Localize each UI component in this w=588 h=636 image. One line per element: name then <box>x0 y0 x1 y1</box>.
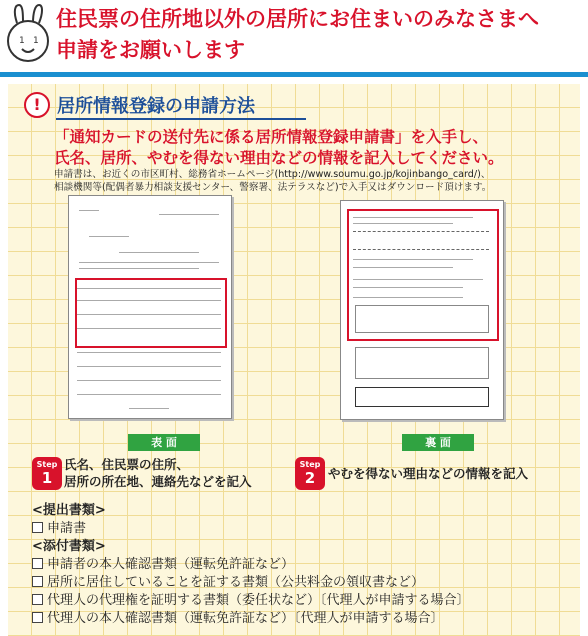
list-item <box>32 574 470 592</box>
step1-text-line2: 居所の所在地、連絡先などを記入 <box>64 474 252 489</box>
checkbox-icon <box>32 522 43 533</box>
submit-heading: <提出書類> <box>32 503 106 518</box>
svg-text:1: 1 <box>33 36 39 46</box>
checkbox-icon <box>32 558 43 569</box>
checkbox-icon <box>32 594 43 605</box>
step2-word: Step <box>299 460 321 469</box>
list-item-label: 申請者の本人確認書類（運転免許証など） <box>47 557 295 572</box>
step1-word: Step <box>36 460 58 469</box>
section-title: 居所情報登録の申請方法 <box>57 96 255 117</box>
attach-heading: <添付書類> <box>32 539 106 554</box>
documents-list <box>32 502 470 628</box>
checkbox-icon <box>32 612 43 623</box>
exclamation-icon: ! <box>24 92 50 118</box>
list-item <box>32 610 470 628</box>
lead-text-line1: 「通知カードの送付先に係る居所情報登録申請書」を入手し、 <box>54 128 489 146</box>
step1-badge <box>32 457 62 490</box>
front-side-label: 表 面 <box>128 434 200 451</box>
list-item <box>32 592 470 610</box>
step2-text: やむを得ない理由などの情報を記入 <box>328 466 529 481</box>
smiling-face-mascot-icon <box>3 3 53 63</box>
section-underline <box>56 118 306 120</box>
note-line1: 申請書は、お近くの市区町村、総務省ホームページ(http://www.soumu.go.jp/kojinbango_card/)、 <box>54 169 491 180</box>
lead-text-line2: 氏名、居所、やむを得ない理由などの情報を記入してください。 <box>54 149 504 167</box>
step2-number: 2 <box>304 469 316 487</box>
step2-badge <box>295 457 325 490</box>
form-front-image <box>68 195 232 419</box>
step1-number: 1 <box>41 469 53 487</box>
checkbox-icon <box>32 576 43 587</box>
back-side-label: 裏 面 <box>402 434 474 451</box>
form-back-image <box>340 200 504 420</box>
header-divider <box>0 72 588 77</box>
list-item-label: 代理人の代理権を証明する書類（委任状など）〔代理人が申請する場合〕 <box>47 593 470 608</box>
page-title-line2: 申請をお願いします <box>56 38 245 62</box>
step1-text-line1: 氏名、住民票の住所、 <box>64 457 190 472</box>
svg-text:1: 1 <box>19 36 25 46</box>
list-item-label: 申請書 <box>47 521 87 536</box>
header <box>0 0 588 70</box>
list-item-label: 居所に居住していることを証する書類（公共料金の領収書など） <box>47 575 425 590</box>
list-item <box>32 556 470 574</box>
list-item <box>32 520 470 538</box>
note-line2: 相談機関等(配偶者暴力相談支援センター、警察署、法テラスなど)で入手又はダウンロード頂けます。 <box>54 182 492 193</box>
list-item-label: 代理人の本人確認書類（運転免許証など）〔代理人が申請する場合〕 <box>47 611 444 626</box>
page-title-line1: 住民票の住所地以外の居所にお住まいのみなさまへ <box>56 7 539 31</box>
